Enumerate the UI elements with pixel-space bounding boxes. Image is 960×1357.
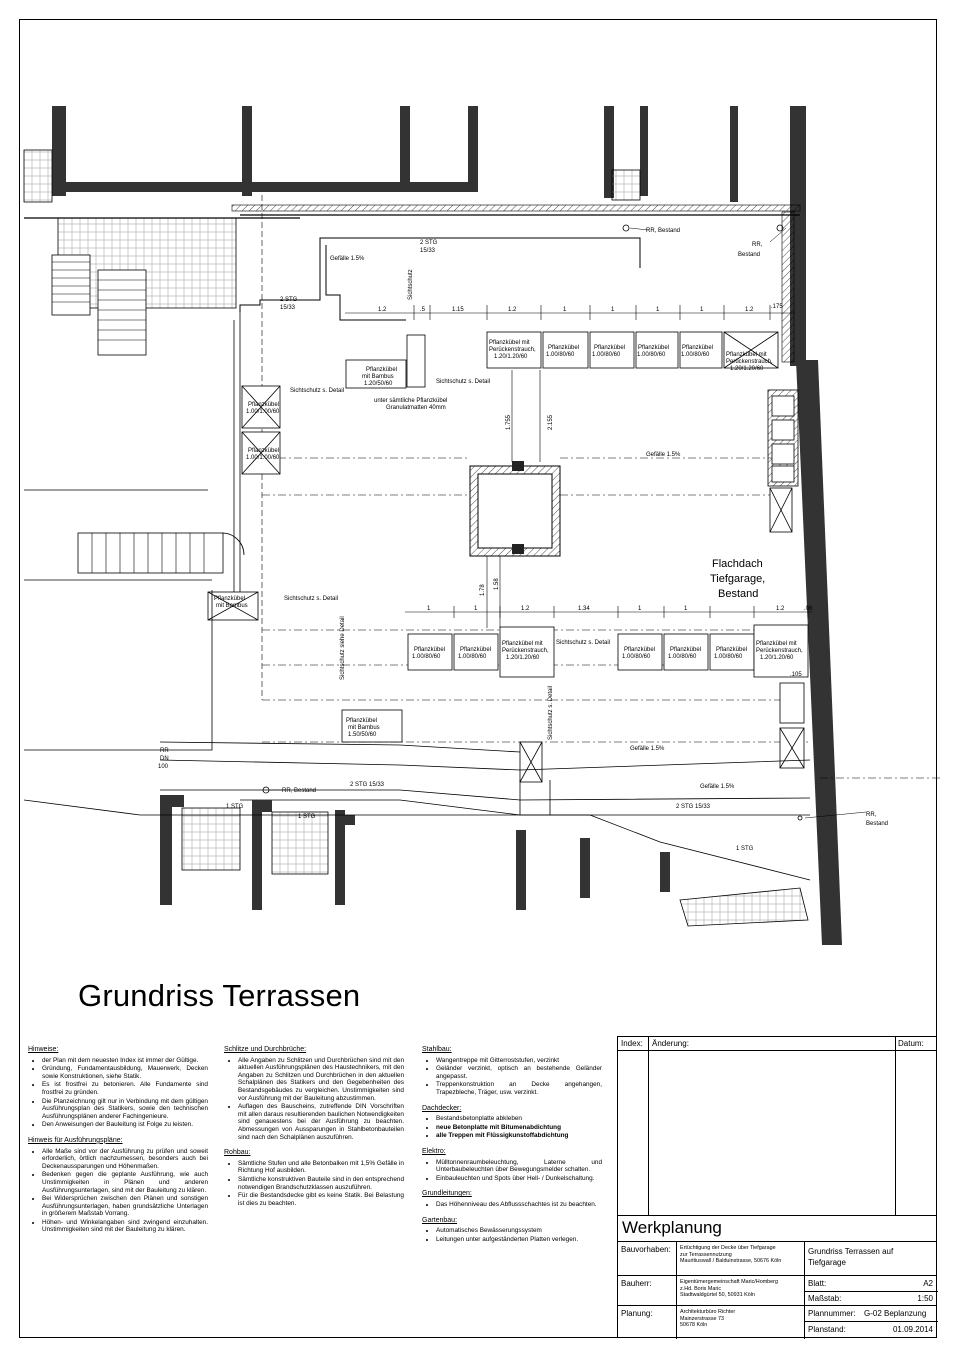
planter-peruecken: Perückenstrauch, bbox=[756, 648, 803, 654]
dn-value: 100 bbox=[158, 764, 169, 770]
plannummer-value: G-02 Beplanzung bbox=[864, 1309, 927, 1318]
bauvorhaben-line: Mauritiuswall / Balduinstrasse, 50676 Köln bbox=[680, 1258, 782, 1264]
planter-size: 1.00/1.00/60 bbox=[246, 409, 280, 415]
gefaelle-label: Gefälle 1.5% bbox=[330, 256, 365, 262]
dim-vertical-2: 2.155 bbox=[548, 414, 554, 430]
note-item: • Das Höhenniveau des Abflussschachtes ist zu beachten. bbox=[436, 1201, 602, 1209]
bauvorhaben-line: Ertüchtigung der Decke über Tiefgarage bbox=[680, 1245, 776, 1251]
terrace-outline bbox=[234, 195, 800, 700]
notes-column-3 bbox=[422, 1046, 602, 1251]
planter-label: Pflanzkübel bbox=[366, 367, 398, 373]
planter-label: Pflanzkübel bbox=[248, 402, 280, 408]
dim-top-4: 1.2 bbox=[508, 307, 517, 313]
planter-label: Pflanzkübel bbox=[346, 718, 378, 724]
planter-label: Pflanzkübel bbox=[460, 647, 492, 653]
planter-bambus: mit Bambus bbox=[348, 725, 380, 731]
index-label: Index: bbox=[621, 1039, 643, 1048]
note-item: • Geländer verzinkt, optisch an bestehende Geländer angepasst. bbox=[436, 1065, 602, 1080]
dim-top-10: .175 bbox=[771, 304, 783, 310]
note-item: • Einbauleuchten und Spots über Hell- / Dunkelschaltung. bbox=[436, 1175, 602, 1183]
planung-line: Architekturbüro Richter bbox=[680, 1309, 736, 1315]
sichtschutz-siehe-label: Sichtschutz siehe Detail bbox=[340, 616, 346, 680]
notes-heading: Hinweise: bbox=[28, 1046, 59, 1053]
planter-size: 1.00/80/60 bbox=[592, 352, 621, 358]
stg1-label: 1 STG bbox=[226, 804, 244, 810]
planung-label: Planung: bbox=[621, 1309, 653, 1318]
rr-label: RR, bbox=[752, 242, 763, 248]
planung-line: 50678 Köln bbox=[680, 1322, 708, 1328]
bauvorhaben-line: zur Terrassennutzung bbox=[680, 1251, 732, 1258]
bauherr-line: z.Hd. Boris Maric bbox=[680, 1285, 722, 1292]
planter-bambus: mit Bambus bbox=[216, 603, 248, 609]
stg1-label-3: 1 STG bbox=[736, 846, 754, 852]
note-item: • Alle Maße sind vor der Ausführung zu prüfen und soweit erforderlich, örtlich nachzumessen, besonders auch bei Deckenaussparungen und Höhenmaßen. bbox=[42, 1148, 208, 1171]
stg-full-label-2: 2 STG 15/33 bbox=[676, 804, 711, 810]
note-item: • Bedenken gegen die geplante Ausführung, wie auch Unstimmigkeiten in Plänen und anderen Ausführungsunterlagen, sind mit der Bauleitung zu klären. bbox=[42, 1171, 208, 1194]
title-block bbox=[617, 1036, 937, 1338]
gefaelle-label: Gefälle 1.5% bbox=[630, 746, 665, 752]
planter-size: 1.00/80/60 bbox=[458, 654, 487, 660]
dimension-line-top bbox=[345, 305, 795, 320]
planter-label: Pflanzkübel bbox=[594, 345, 626, 351]
dim-top-5: 1 bbox=[563, 307, 567, 313]
note-item: • Auflagen des Bauscheins, zutreffende DIN Vorschriften mit allen daraus resultierenden baulichen Notwendigkeiten sind genauestens bei der Ausführung zu beachten. Abmessungen von Aussparungen in Stahlbetonbauteilen sind nach den Schalplänen auszuführen. bbox=[238, 1103, 404, 1141]
note-item: • Sämtliche konstruktiven Bauteile sind in den entsprechend notwendigen Brandschutzklassen auszuführen. bbox=[238, 1176, 404, 1191]
sichtschutz-detail-vertical: Sichtschutz s. Detail bbox=[548, 685, 554, 740]
dim-top-9: 1.2 bbox=[745, 307, 754, 313]
plan-title-line: Grundriss Terrassen auf bbox=[808, 1247, 894, 1256]
phase-label: Werkplanung bbox=[622, 1218, 722, 1237]
notes-column-1 bbox=[28, 1046, 208, 1242]
note-item: • Gründung, Fundamentausbildung, Mauerwerk, Decken sowie Konstruktionen, siehe Statik. bbox=[42, 1065, 208, 1080]
planter-label: Pflanzkübel bbox=[548, 345, 580, 351]
planter-label: Pflanzkübel bbox=[682, 345, 714, 351]
granulat-label-2: Granulatmatten 40mm bbox=[386, 405, 446, 411]
dim-top-6: 1 bbox=[611, 307, 615, 313]
planter-label: Pflanzkübel mit bbox=[756, 641, 797, 647]
dim-top-8: 1 bbox=[700, 307, 704, 313]
dn-label: DN bbox=[160, 756, 169, 762]
note-item: • Die Planzeichnung gilt nur in Verbindung mit dem gültigen Ausführungsplan des Statikers, sowie den technischen Ausführungsplänen anderer Fachingenieure. bbox=[42, 1098, 208, 1121]
gefaelle-label: Gefälle 1.5% bbox=[646, 452, 681, 458]
note-item: • Bei Widersprüchen zwischen den Plänen und sonstigen Ausführungsunterlagen, haben grundsätzliche Unterlagen in größerem Maßstab Vorrang. bbox=[42, 1195, 208, 1218]
planter-bambus: mit Bambus bbox=[362, 374, 394, 380]
note-item: • Höhen- und Winkelangaben sind zwingend einzuhalten. Unstimmigkeiten sind mit der Bauleitung zu klären. bbox=[42, 1219, 208, 1234]
plannummer-label: Plannummer: bbox=[808, 1309, 856, 1318]
notes-heading: Dachdecker: bbox=[422, 1104, 462, 1112]
notes-heading: Stahlbau: bbox=[422, 1046, 452, 1053]
planter-size: 1.00/80/60 bbox=[637, 352, 666, 358]
note-item: • alle Treppen mit Flüssigkunstoffabdichtung bbox=[436, 1132, 602, 1140]
note-item: • Treppenkonstruktion an Decke angehangen, Trapezbleche, Träger, usw. verzinkt. bbox=[436, 1081, 602, 1096]
rr-bestand-label-2: RR, Bestand bbox=[282, 788, 317, 794]
dim-bottom-2: 1 bbox=[474, 606, 478, 612]
planter-size: 1.00/80/60 bbox=[668, 654, 697, 660]
bestand-label: Bestand bbox=[738, 252, 761, 258]
rr-bestand-label: RR, Bestand bbox=[646, 228, 681, 234]
stg-label: 2 STG bbox=[420, 240, 438, 246]
dim-top-7: 1 bbox=[656, 307, 660, 313]
dim-bottom-6: 1 bbox=[684, 606, 688, 612]
planter-label: Pflanzkübel bbox=[214, 596, 246, 602]
flachdach-2: Tiefgarage, bbox=[710, 573, 766, 585]
sichtschutz-detail-label-4: Sichtschutz s. Detail bbox=[556, 640, 611, 646]
planter-label: Pflanzkübel mit bbox=[502, 641, 543, 647]
dim-top-3: 1.15 bbox=[452, 307, 464, 313]
notes-heading: Gartenbau: bbox=[422, 1216, 458, 1224]
note-item: • Für die Bestandsdecke gibt es keine Statik. Bei Belastung ist dies zu beachten. bbox=[238, 1192, 404, 1207]
planters-bottom bbox=[208, 592, 808, 782]
planter-peruecken: Perückenstrauch, bbox=[502, 648, 549, 654]
sichtschutz-detail-label: Sichtschutz s. Detail bbox=[436, 379, 491, 385]
note-item: • der Plan mit dem neuesten Index ist immer der Gültige. bbox=[42, 1057, 208, 1065]
sichtschutz-detail-label-2: Sichtschutz s. Detail bbox=[290, 388, 345, 394]
dim-top-1: 1.2 bbox=[378, 307, 387, 313]
dim-bottom-3: 1.2 bbox=[521, 606, 530, 612]
planter-label: Pflanzkübel bbox=[716, 647, 748, 653]
planter-label: Pflanzkübel bbox=[670, 647, 702, 653]
dim-bottom-1: 1 bbox=[427, 606, 431, 612]
note-item: • Leitungen unter aufgeständerten Platten verlegen. bbox=[436, 1236, 602, 1244]
planter-size: 1.20/50/60 bbox=[364, 381, 393, 387]
bestand-label-2: Bestand bbox=[866, 821, 889, 827]
planter-peruecken: Perückenstrauch, bbox=[489, 347, 536, 353]
note-item: • Alle Angaben zu Schlitzen und Durchbrüchen sind mit den aktuellen Ausführungsplänen des Haustechnikers, mit den Angaben zu Schlitzen und Durchbrüchen in den aktuellen Schalplänen des Statikers und den Gegebenheiten des Bestandsgebäudes zu vergleichen. Unstimmigkeiten sind vor Ausführung mit der Bauleitung abzustimmen. bbox=[238, 1057, 404, 1103]
note-item: • Automatisches Bewässerungssystem bbox=[436, 1227, 602, 1235]
sichtschutz-vertical: Sichtschutz bbox=[408, 269, 414, 300]
dim-bottom-8: .08 bbox=[804, 606, 813, 612]
flachdach-1: Flachdach bbox=[712, 558, 763, 570]
staircase-top bbox=[24, 218, 300, 355]
notes-heading: Elektro: bbox=[422, 1147, 446, 1155]
rr-label-2: RR, bbox=[866, 812, 877, 818]
datum-label: Datum: bbox=[898, 1039, 924, 1048]
plan-title-line: Tiefgarage bbox=[808, 1258, 846, 1267]
planter-label: Pflanzkübel bbox=[638, 345, 670, 351]
dim-vertical-3: 1.78 bbox=[480, 584, 486, 596]
dim-vertical-4: 1.58 bbox=[494, 578, 500, 590]
planter-size: 1.20/1.20/60 bbox=[760, 655, 794, 661]
bauherr-line: Eigentümergemeinschaft Maric/Homberg bbox=[680, 1279, 778, 1285]
page-title: Grundriss Terrassen bbox=[78, 978, 361, 1013]
notes-heading: Rohbau: bbox=[224, 1149, 251, 1157]
stg1-label-2: 1 STG bbox=[298, 814, 316, 820]
planter-size: 1.00/80/60 bbox=[681, 352, 710, 358]
planter-size: 1.00/80/60 bbox=[412, 654, 441, 660]
blatt-label: Blatt: bbox=[808, 1279, 827, 1288]
rr-dn-label: RR bbox=[160, 748, 169, 754]
planter-size: 1.20/1.20/60 bbox=[494, 354, 528, 360]
note-item: • neue Betonplatte mit Bitumenabdichtung bbox=[436, 1124, 602, 1132]
stg-rise-label: 15/33 bbox=[420, 248, 436, 254]
aenderung-label: Änderung: bbox=[652, 1039, 689, 1048]
planter-label: Pflanzkübel mit bbox=[489, 340, 530, 346]
planter-size: 1.50/50/60 bbox=[348, 732, 377, 738]
planter-label: Pflanzkübel bbox=[624, 647, 656, 653]
dim-bottom-4: 1.34 bbox=[578, 606, 590, 612]
notes-heading: Grundleitungen: bbox=[422, 1190, 472, 1198]
dim-bottom-7: 1.2 bbox=[776, 606, 785, 612]
sichtschutz-detail-label-3: Sichtschutz s. Detail bbox=[284, 596, 339, 602]
planter-size: 1.00/80/60 bbox=[546, 352, 575, 358]
dim-vertical-1: 1.755 bbox=[506, 414, 512, 430]
notes-heading: Hinweis für Ausführungspläne: bbox=[28, 1136, 123, 1144]
planter-label: Pflanzkübel bbox=[248, 448, 280, 454]
note-item: • Sämtliche Stufen und alle Betonbalken mit 1,5% Gefälle in Richtung Hof ausbilden. bbox=[238, 1160, 404, 1175]
planter-peruecken: Perückenstrauch, bbox=[726, 359, 773, 365]
granulat-label-1: unter sämtliche Pflanzkübel bbox=[374, 398, 448, 404]
blatt-value: A2 bbox=[923, 1279, 933, 1288]
planstand-value: 01.09.2014 bbox=[892, 1325, 933, 1334]
note-item: • Wangentreppe mit Gitterroststufen, verzinkt bbox=[436, 1057, 602, 1065]
planter-size: 1.00/1.00/60 bbox=[246, 455, 280, 461]
planter-size: 1.20/1.20/60 bbox=[506, 655, 540, 661]
gefaelle-label: Gefälle 1.5% bbox=[700, 784, 735, 790]
flachdach-3: Bestand bbox=[718, 588, 759, 600]
bauherr-line: Stadtwaldgürtel 50, 50931 Köln bbox=[680, 1292, 755, 1298]
note-item: • Es ist frostfrei zu betonieren. Alle Fundamente sind frostfrei zu gründen. bbox=[42, 1081, 208, 1096]
note-item: • Den Anweisungen der Bauleitung ist Folge zu leisten. bbox=[42, 1121, 208, 1129]
bauherr-label: Bauherr: bbox=[621, 1279, 652, 1288]
dim-105: .105 bbox=[790, 672, 802, 678]
planter-size: 1.00/80/60 bbox=[622, 654, 651, 660]
massstab-value: 1:50 bbox=[917, 1294, 933, 1303]
planter-size: 1.20/1.20/60 bbox=[730, 366, 764, 372]
stg-full-label: 2 STG 15/33 bbox=[350, 782, 385, 788]
planter-label: Pflanzkübel mit bbox=[726, 352, 767, 358]
note-item: • Bestandsbetonplatte abkleben bbox=[436, 1115, 602, 1123]
planter-label: Pflanzkübel bbox=[414, 647, 446, 653]
stg-label-2: 2 STG bbox=[280, 297, 298, 303]
dim-bottom-5: 1 bbox=[638, 606, 642, 612]
planstand-label: Planstand: bbox=[808, 1325, 846, 1334]
central-shaft bbox=[470, 461, 560, 556]
notes-heading: Schlitze und Durchbrüche: bbox=[224, 1046, 307, 1053]
notes-column-2 bbox=[224, 1046, 404, 1215]
stg-rise-label-2: 15/33 bbox=[280, 305, 296, 311]
dim-top-2: .5 bbox=[420, 307, 426, 313]
planung-line: Mainzerstrasse 73 bbox=[680, 1315, 725, 1322]
planter-size: 1.00/80/60 bbox=[714, 654, 743, 660]
massstab-label: Maßstab: bbox=[808, 1294, 842, 1303]
note-item: • Mülltonnenraumbeleuchtung, Laterne und Unterbaubeleuchten über Bewegungsmelder schalten. bbox=[436, 1159, 602, 1174]
bauvorhaben-label: Bauvorhaben: bbox=[621, 1245, 671, 1254]
